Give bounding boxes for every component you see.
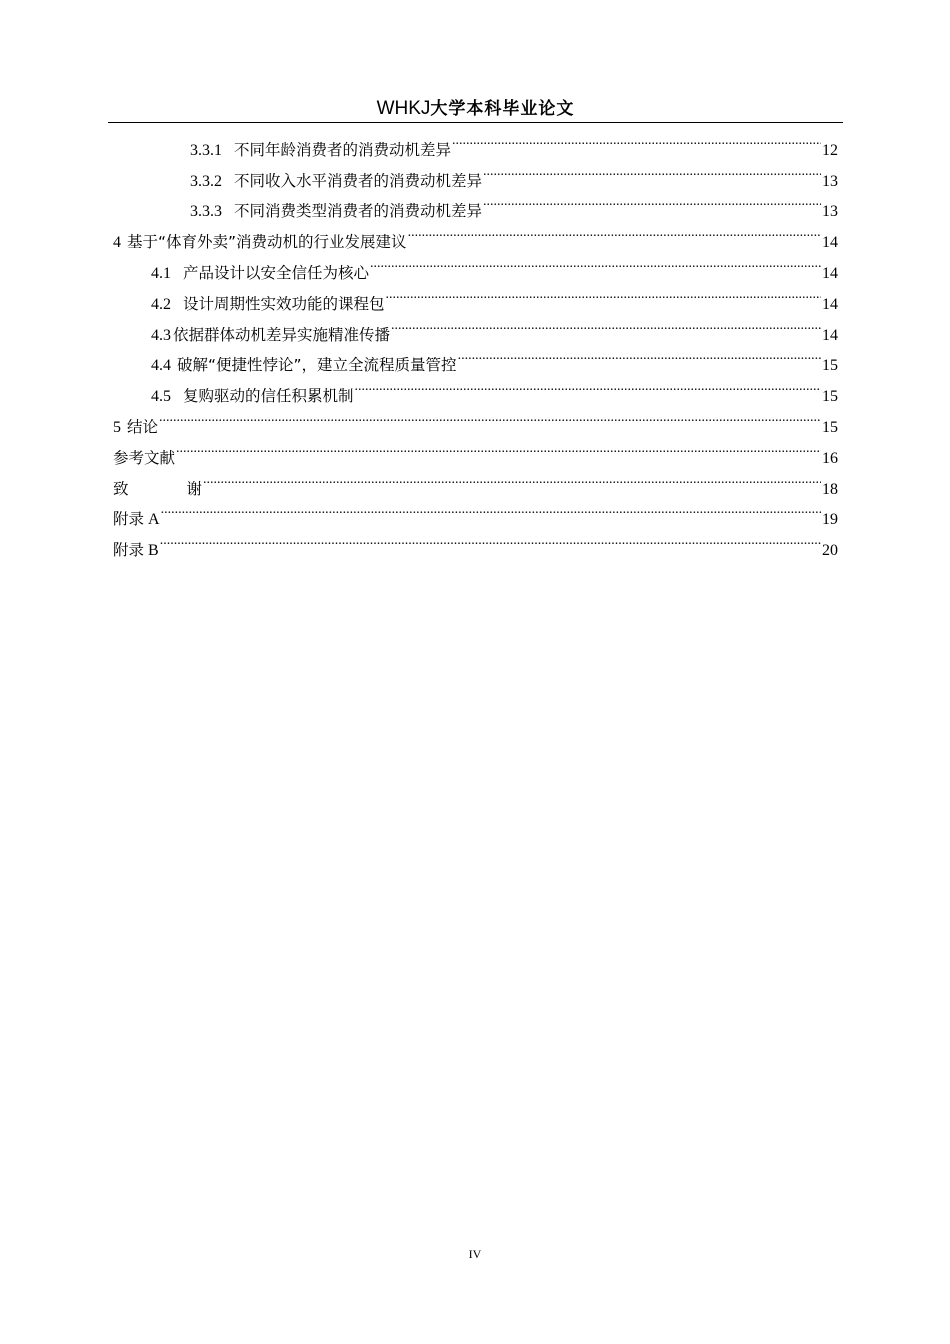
toc-entry-page: 13 [822,203,838,221]
toc-entry-page: 12 [822,141,838,159]
toc-entry-number: 4.4 [151,357,171,375]
toc-entry-page: 15 [822,388,838,406]
toc-entry-page: 14 [822,326,838,344]
toc-dot-leader [391,309,821,340]
toc-dot-leader [483,186,821,217]
toc-entry-5[interactable] [113,401,838,436]
toc-dot-leader [408,216,821,247]
toc-dot-leader [203,463,821,494]
toc-entry-title-latin: A [144,511,160,529]
table-of-contents [113,124,838,560]
toc-entry-title [113,535,159,567]
toc-entry-references[interactable] [113,432,838,467]
toc-entry-number: 4.3 [151,326,171,344]
toc-entry-title-cjk: 附录 [113,541,145,560]
page-footer-number: IV [468,1247,482,1261]
toc-entry-number: 4.2 [151,295,171,313]
toc-entry-page: 20 [822,542,838,560]
toc-dot-leader [355,370,821,401]
toc-entry-number: 3.3.3 [190,203,222,221]
toc-entry-title: 参考文献 [113,448,176,467]
toc-entry-page: 14 [822,295,838,313]
toc-entry-page: 13 [822,172,838,190]
toc-dot-leader [161,494,821,525]
toc-entry-page: 14 [822,234,838,252]
toc-entry-title: 设计周期性实效功能的课程包 [183,294,385,313]
toc-entry-title [113,504,160,536]
toc-dot-leader [458,340,821,371]
toc-dot-leader [452,124,821,155]
toc-entry-page: 19 [822,511,838,529]
toc-entry-title: 不同收入水平消费者的消费动机差异 [234,171,483,190]
toc-entry-number: 5 [113,418,121,436]
toc-entry-page: 16 [822,449,838,467]
page-header [108,96,843,122]
toc-entry-title-part1: 致 [113,479,129,498]
toc-entry-title-latin: B [144,542,159,560]
toc-dot-leader [386,278,821,309]
toc-dot-leader [483,155,821,186]
toc-entry-number: 4.1 [151,264,171,282]
toc-entry-title-cjk: 附录 [113,510,145,529]
toc-dot-leader [159,401,821,432]
toc-entry-number: 4.5 [151,388,171,406]
toc-entry-acknowledgements[interactable] [113,463,838,498]
toc-entry-title: 产品设计以安全信任为核心 [183,263,370,282]
toc-entry-appendix-b[interactable] [113,524,838,560]
toc-dot-leader [176,432,821,463]
toc-entry-page: 15 [822,418,838,436]
toc-entry-title: 不同消费类型消费者的消费动机差异 [234,202,483,221]
toc-entry-number: 3.3.2 [190,172,222,190]
toc-entry-appendix-a[interactable] [113,494,838,529]
toc-entry-title: 不同年龄消费者的消费动机差异 [234,140,452,159]
toc-entry-3-3-1[interactable] [113,124,838,159]
toc-dot-leader [370,247,821,278]
header-title: 大学本科毕业论文 [430,99,575,119]
toc-entry-title: 依据群体动机差异实施精准传播 [173,325,391,344]
toc-dot-leader [160,524,821,555]
toc-entry-page: 18 [822,480,838,498]
header-rule [108,122,843,123]
toc-entry-number: 4 [113,234,121,252]
header-school-name: WHKJ [376,98,431,119]
toc-entry-title: 复购驱动的信任积累机制 [183,387,354,406]
toc-entry-title: 结论 [127,417,159,436]
toc-entry-title-part2: 谢 [186,479,203,498]
toc-entry-page: 14 [822,264,838,282]
toc-entry-title: 基于“体育外卖”消费动机的行业发展建议 [127,233,407,252]
toc-entry-title: 破解“便捷性悖论”，建立全流程质量管控 [177,356,457,375]
toc-entry-number: 3.3.1 [190,141,222,159]
toc-entry-page: 15 [822,357,838,375]
